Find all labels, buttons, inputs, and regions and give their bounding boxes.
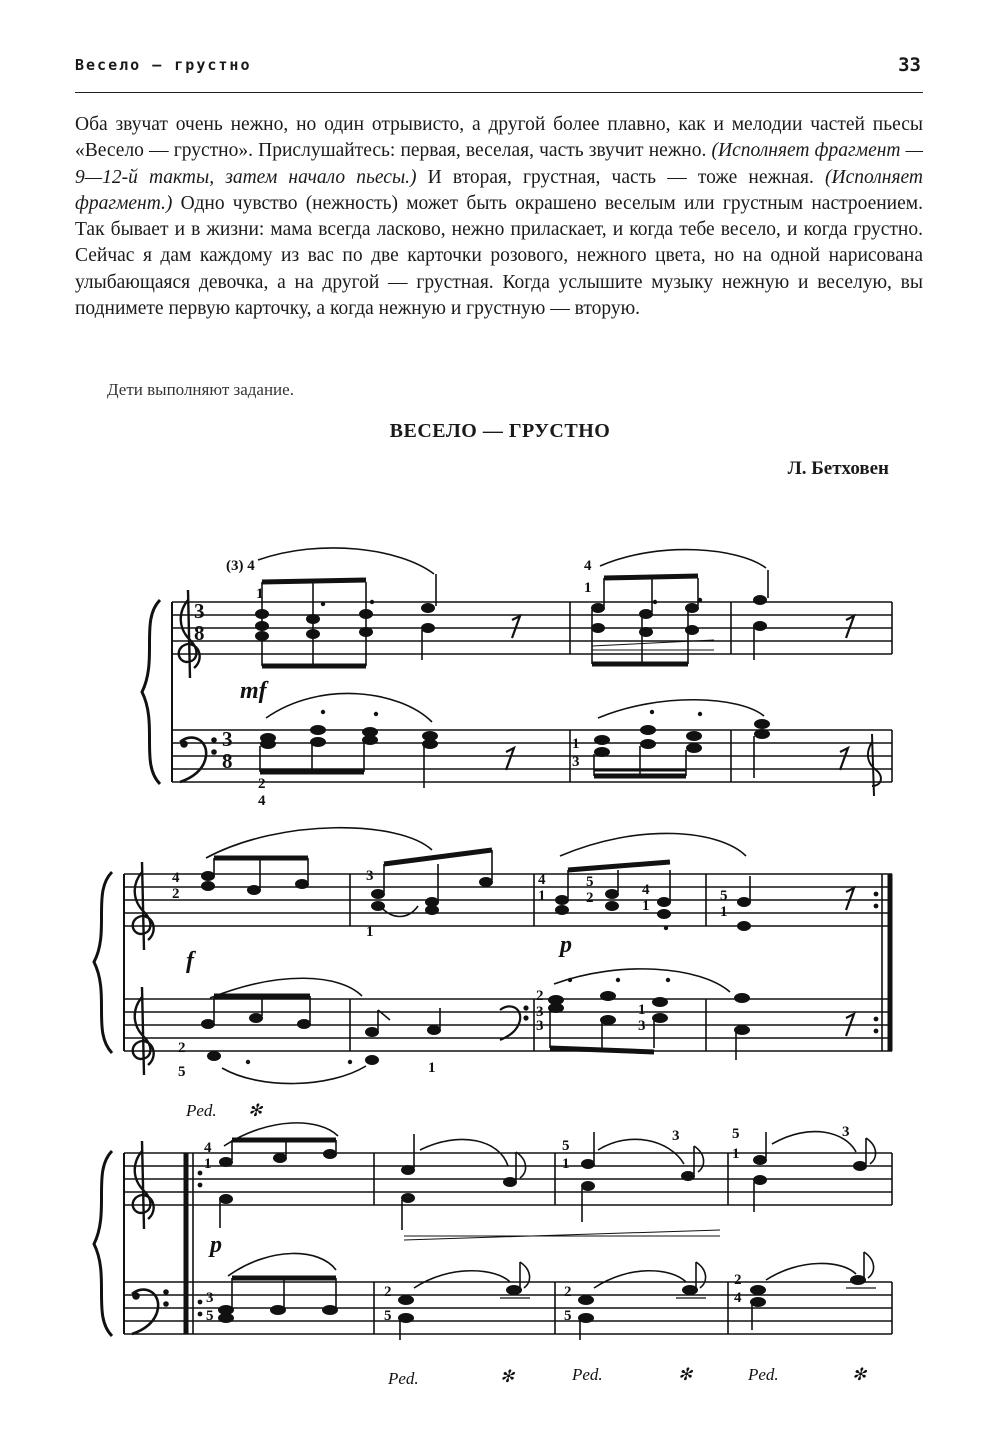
fingering: 3: [536, 1018, 544, 1034]
fingering: 5: [720, 888, 728, 904]
fingering: 4: [258, 793, 266, 809]
dynamic-mark: f: [186, 948, 194, 974]
fingering: 2: [178, 1040, 186, 1056]
fingering: 1: [428, 1060, 436, 1076]
fingering: 3: [638, 1018, 646, 1034]
brace: [142, 600, 160, 784]
fingering: 1: [538, 888, 546, 904]
pedal-release: ✻: [248, 1101, 263, 1120]
fingering: 3: [572, 754, 580, 770]
fingering: 5: [564, 1308, 572, 1324]
time-signature-numerator: 3: [222, 727, 233, 751]
fingering: 5: [732, 1126, 740, 1142]
bass-clef: [132, 1290, 168, 1334]
staff-lines: [172, 602, 892, 782]
dynamic-mark: mf: [240, 678, 267, 704]
time-signature-denominator: 8: [222, 749, 233, 773]
fingering: 2: [172, 886, 180, 902]
fingering: 2: [564, 1284, 572, 1300]
body-text-part: И вторая, грустная, часть — тоже нежная.: [416, 166, 826, 188]
fingering: 5: [206, 1308, 214, 1324]
slurs: [206, 828, 746, 1084]
fingering: 1: [720, 904, 728, 920]
time-signature-denominator: 8: [194, 621, 205, 645]
pedal-release: ✻: [500, 1367, 515, 1386]
running-head-title: Весело — грустно: [75, 56, 252, 74]
fingering: 4: [584, 558, 592, 574]
fingering: 1: [642, 898, 650, 914]
score-graphics: [94, 548, 892, 1340]
time-signature-numerator: 3: [194, 599, 205, 623]
pedal-mark: Ped.: [572, 1365, 603, 1384]
system-2: [94, 828, 892, 1084]
brace: [94, 872, 112, 1053]
treble-clef: [133, 1141, 154, 1229]
activity-note: Дети выполняют задание.: [107, 380, 294, 399]
fingering: 4: [172, 870, 180, 886]
fingering: 3: [536, 1004, 544, 1020]
fingering: 2: [586, 890, 594, 906]
fingering: 1: [584, 580, 592, 596]
fingering: 4: [734, 1290, 742, 1306]
fingering: 2: [536, 988, 544, 1004]
fingering: 5: [586, 874, 594, 890]
body-text-part: Оба звучат очень нежно, но один отрывисто, а другой более плавно, как и мелодии частей пьесы «Весело — грустно». Прислушайтесь: первая, веселая, часть звучит нежно.: [75, 114, 923, 162]
fingering: 4: [642, 882, 650, 898]
pedal-mark: Ped.: [186, 1101, 217, 1120]
page-number: 33: [898, 54, 921, 76]
fingering: 4: [204, 1140, 212, 1156]
treble-clef: [133, 987, 154, 1075]
fingering: (3) 4: [226, 558, 255, 574]
fingering: 2: [384, 1284, 392, 1300]
fingering: 1: [366, 924, 374, 940]
fingering: 2: [734, 1272, 742, 1288]
rests: [506, 616, 854, 770]
composer-name: Л. Бетховен: [787, 458, 889, 479]
body-stage-direction: (Исполняет фрагмент.): [75, 166, 923, 214]
stems-beams: [220, 1132, 876, 1340]
treble-clef: [133, 862, 154, 950]
fingering: 5: [178, 1064, 186, 1080]
fingering: 3: [366, 868, 374, 884]
body-stage-direction: (Исполняет фрагмент — 9—12-й такты, затем начало пьесы.): [75, 140, 923, 188]
pedal-release: ✻: [852, 1365, 867, 1384]
fingering: 1: [732, 1146, 740, 1162]
dynamic-mark: p: [210, 1232, 222, 1258]
pedal-mark: Ped.: [388, 1369, 419, 1388]
fingering: 3: [206, 1290, 214, 1306]
rests: [846, 888, 854, 1036]
dynamic-mark: p: [560, 932, 572, 958]
brace: [94, 1151, 112, 1336]
piece-title: ВЕСЕЛО — ГРУСТНО: [389, 420, 611, 442]
fingering: 4: [538, 872, 546, 888]
fingering: 3: [672, 1128, 680, 1144]
body-text-part: Одно чувство (нежность) может быть окрашено веселым или грустным настроением. Так бывает и в жизни: мама всегда ласково, нежно приласкает, и когда тебе весело, и когда грустно. Сейчас я дам каждому из вас по две карточки розового, нежного цвета, но на одной нарисована улыбающаяся девочка, а на другой — грустная. Когда услышите музыку нежную и веселую, вы поднимете первую карточку, а когда нежную и грустную — вторую.: [75, 192, 923, 320]
pedal-mark: Ped.: [748, 1365, 779, 1384]
fingering: 3: [842, 1124, 850, 1140]
fingering: 1: [562, 1156, 570, 1172]
system-1: [142, 548, 892, 796]
fingering: 1: [204, 1156, 212, 1172]
fingering: 1: [572, 736, 580, 752]
fingering: 5: [562, 1138, 570, 1154]
fingering: 2: [258, 776, 266, 792]
pedal-release: ✻: [678, 1365, 693, 1384]
bass-clef: [180, 738, 216, 782]
fingering: 1: [256, 586, 264, 602]
fingering: 1: [638, 1002, 646, 1018]
staff-lines: [124, 874, 892, 1051]
fingering: 5: [384, 1308, 392, 1324]
barlines: [172, 602, 892, 782]
